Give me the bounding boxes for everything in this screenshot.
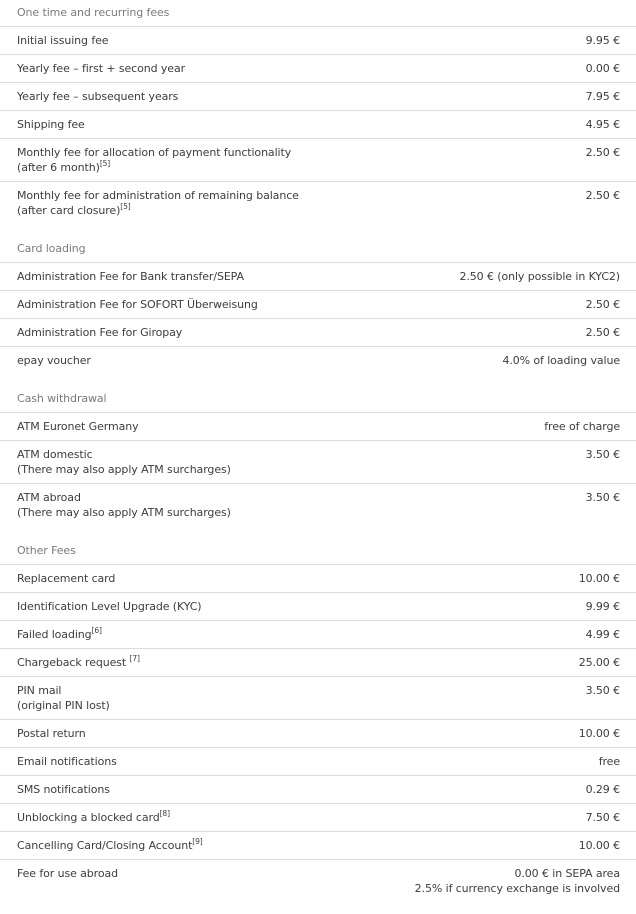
fee-label [17, 810, 170, 825]
section-title: Cash withdrawal [17, 392, 107, 405]
fee-value: 0.29 € [585, 783, 620, 796]
fee-value: 7.95 € [585, 90, 620, 103]
fee-value: 2.50 € [585, 146, 620, 159]
fee-row [0, 803, 636, 831]
fee-label: epay voucher [17, 354, 91, 367]
footnote-link[interactable]: [5] [99, 159, 111, 168]
fee-label-main: Monthly fee for allocation of payment functionality [17, 146, 292, 159]
fee-label [17, 683, 110, 713]
fee-value: 10.00 € [578, 572, 620, 585]
fee-label [17, 838, 203, 853]
fee-row [0, 564, 636, 592]
fee-value: 3.50 € [585, 684, 620, 697]
fee-label-sub: (after 6 month) [17, 161, 100, 174]
section-title: Other Fees [17, 544, 76, 557]
fee-row [0, 775, 636, 803]
fee-value: 10.00 € [578, 839, 620, 852]
fee-label: Initial issuing fee [17, 34, 109, 47]
fee-label: Shipping fee [17, 118, 85, 131]
fee-label-main: PIN mail [17, 684, 62, 697]
fee-row [0, 592, 636, 620]
fee-row [0, 648, 636, 676]
fee-value-main: 0.00 € in SEPA area [514, 867, 620, 880]
section-title: Card loading [17, 242, 86, 255]
fee-label: Yearly fee – first + second year [17, 62, 186, 75]
fee-value: 10.00 € [578, 727, 620, 740]
fee-value-sub: 2.5% if currency exchange is involved [414, 882, 620, 895]
fee-row [0, 676, 636, 719]
fee-label: Administration Fee for SOFORT Überweisung [17, 298, 258, 311]
fee-label-main: Unblocking a blocked card [17, 811, 160, 824]
footnote-link[interactable]: [5] [120, 202, 131, 211]
fee-value: 7.50 € [585, 811, 620, 824]
footnote-link[interactable]: [7] [129, 654, 140, 663]
fee-row [0, 346, 636, 374]
fee-label [17, 490, 231, 520]
fee-label [17, 188, 299, 218]
fee-row [0, 440, 636, 483]
fee-label: Replacement card [17, 572, 116, 585]
fee-label: Administration Fee for Bank transfer/SEPA [17, 270, 244, 283]
fee-row [0, 859, 636, 902]
fee-row [0, 82, 636, 110]
section-title: One time and recurring fees [17, 6, 170, 19]
footnote-link[interactable]: [8] [159, 809, 170, 818]
fee-label-main: Chargeback request [17, 656, 130, 669]
fee-label: Postal return [17, 727, 86, 740]
fee-value: 4.99 € [585, 628, 620, 641]
fee-row [0, 483, 636, 526]
fee-value: free of charge [544, 420, 620, 433]
fee-label-sub: (There may also apply ATM surcharges) [17, 463, 231, 476]
fee-value: 3.50 € [585, 491, 620, 504]
fee-value: 0.00 € [585, 62, 620, 75]
fee-value: 3.50 € [585, 448, 620, 461]
fee-value: free [598, 755, 620, 768]
fee-value: 2.50 € [585, 298, 620, 311]
fee-row [0, 54, 636, 82]
section-recurring-fees [0, 0, 636, 224]
fee-row [0, 181, 636, 224]
fee-value: 9.95 € [585, 34, 620, 47]
fee-row [0, 719, 636, 747]
fee-label: Identification Level Upgrade (KYC) [17, 600, 202, 613]
fee-label: Yearly fee – subsequent years [17, 90, 179, 103]
fee-label: SMS notifications [17, 783, 110, 796]
footnote-link[interactable]: [6] [91, 626, 102, 635]
section-other-fees [0, 538, 636, 902]
section-card-loading [0, 236, 636, 374]
footnote-link[interactable]: [9] [192, 837, 203, 846]
fee-row [0, 262, 636, 290]
fee-value: 4.95 € [585, 118, 620, 131]
fee-value: 25.00 € [578, 656, 620, 669]
fee-label-main: Failed loading [17, 628, 92, 641]
fee-label-main: Monthly fee for administration of remaining balance [17, 189, 299, 202]
fee-row [0, 412, 636, 440]
fee-row [0, 26, 636, 54]
fee-row [0, 138, 636, 181]
section-cash-withdrawal [0, 386, 636, 526]
fee-label [17, 627, 102, 642]
fee-row [0, 110, 636, 138]
fee-label: Administration Fee for Giropay [17, 326, 183, 339]
fee-label-main: ATM abroad [17, 491, 81, 504]
fee-label-sub: (original PIN lost) [17, 699, 110, 712]
fee-value: 2.50 € (only possible in KYC2) [459, 270, 620, 283]
fee-label [17, 145, 291, 175]
fee-label [17, 447, 231, 477]
fee-label-sub: (There may also apply ATM surcharges) [17, 506, 231, 519]
fee-value: 4.0% of loading value [502, 354, 620, 367]
fee-row [0, 290, 636, 318]
fee-label: Fee for use abroad [17, 867, 119, 880]
fee-label-main: ATM domestic [17, 448, 93, 461]
fee-row [0, 831, 636, 859]
fee-label-main: Cancelling Card/Closing Account [17, 839, 193, 852]
fee-value: 2.50 € [585, 189, 620, 202]
fee-value [415, 866, 620, 896]
fee-label [17, 655, 140, 670]
fee-row [0, 620, 636, 648]
fee-value: 2.50 € [585, 326, 620, 339]
fee-label: Email notifications [17, 755, 117, 768]
fee-label-sub: (after card closure) [17, 204, 121, 217]
fee-value: 9.99 € [585, 600, 620, 613]
fee-label: ATM Euronet Germany [17, 420, 139, 433]
fee-row [0, 747, 636, 775]
fee-row [0, 318, 636, 346]
